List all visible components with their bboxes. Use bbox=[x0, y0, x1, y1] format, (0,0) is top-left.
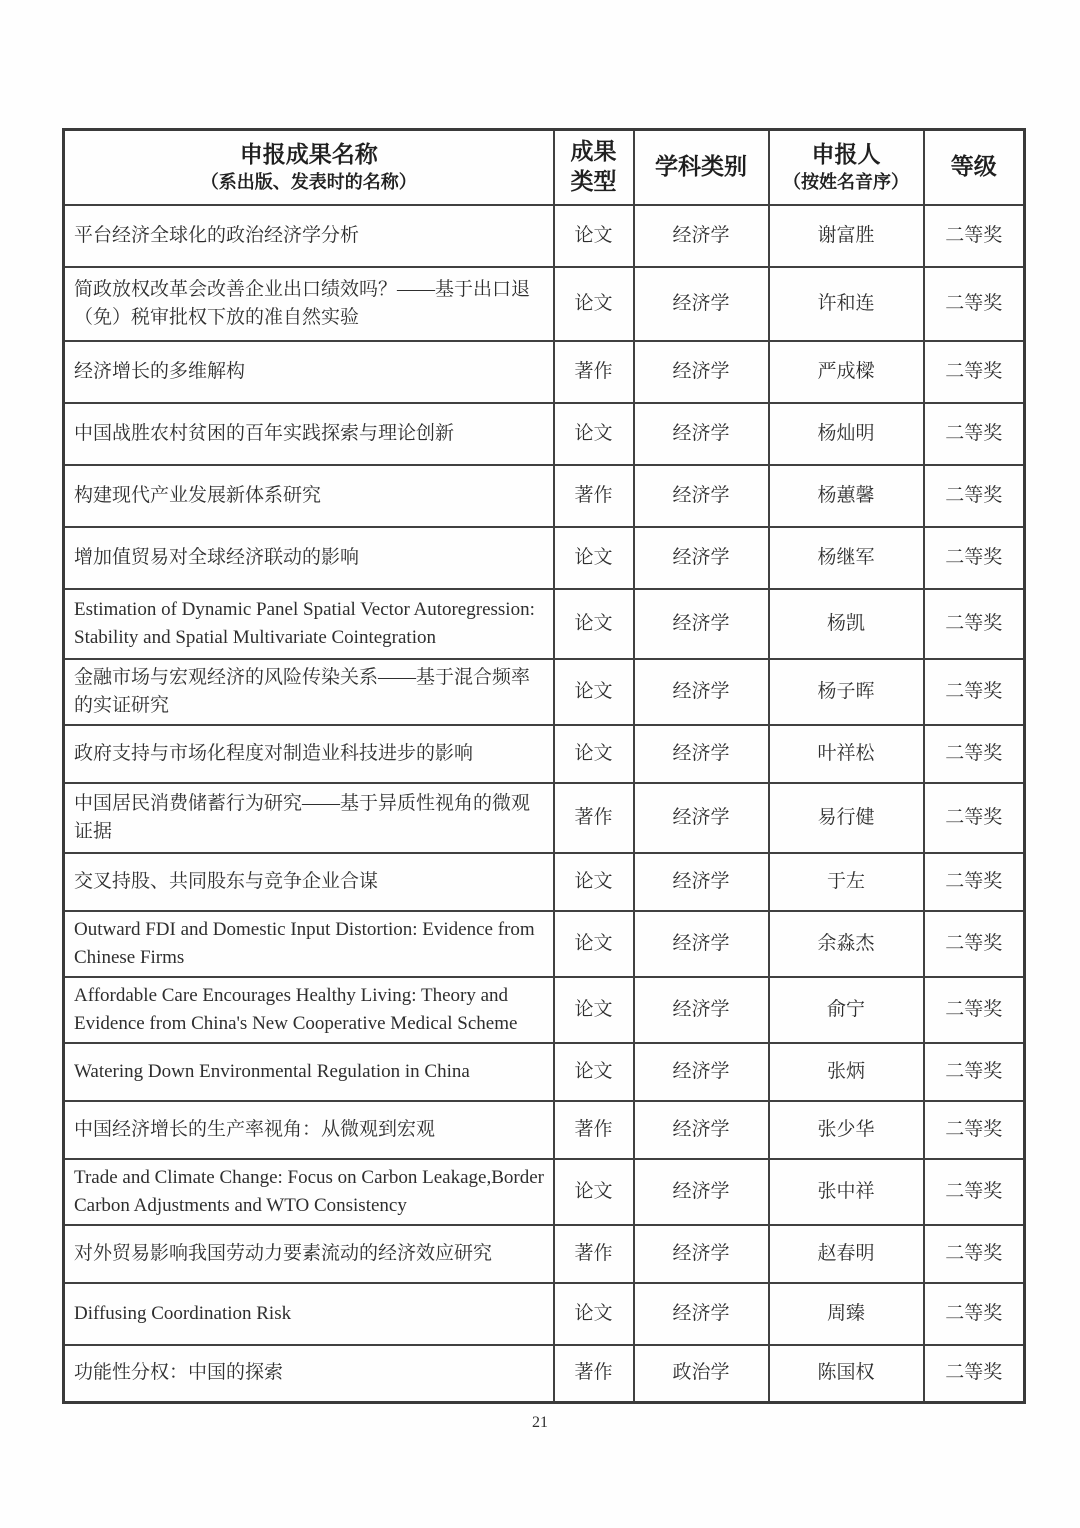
col-header-grade: 等级 bbox=[924, 130, 1025, 205]
category-cell: 经济学 bbox=[634, 1225, 769, 1283]
title-cell: 简政放权改革会改善企业出口绩效吗？——基于出口退（免）税审批权下放的准自然实验 bbox=[64, 267, 554, 341]
col-header-title-main: 申报成果名称 bbox=[239, 142, 378, 168]
col-header-type-label: 成果类型 bbox=[570, 139, 617, 195]
type-cell: 论文 bbox=[554, 853, 634, 911]
grade-cell: 二等奖 bbox=[924, 1159, 1025, 1225]
table-row bbox=[64, 205, 1025, 267]
grade-cell: 二等奖 bbox=[924, 977, 1025, 1043]
type-cell: 著作 bbox=[554, 465, 634, 527]
title-cell: Diffusing Coordination Risk bbox=[64, 1283, 554, 1345]
type-cell: 论文 bbox=[554, 911, 634, 977]
type-cell: 论文 bbox=[554, 659, 634, 725]
type-cell: 论文 bbox=[554, 589, 634, 659]
type-cell: 论文 bbox=[554, 1159, 634, 1225]
title-cell: Trade and Climate Change: Focus on Carbon Leakage,Border Carbon Adjustments and WTO Consistency bbox=[64, 1159, 554, 1225]
applicant-cell: 余淼杰 bbox=[769, 911, 924, 977]
category-cell: 经济学 bbox=[634, 267, 769, 341]
table-row bbox=[64, 267, 1025, 341]
applicant-cell: 周臻 bbox=[769, 1283, 924, 1345]
grade-cell: 二等奖 bbox=[924, 911, 1025, 977]
table-row bbox=[64, 527, 1025, 589]
type-cell: 论文 bbox=[554, 205, 634, 267]
table-row bbox=[64, 341, 1025, 403]
category-cell: 经济学 bbox=[634, 589, 769, 659]
type-cell: 论文 bbox=[554, 977, 634, 1043]
type-cell: 论文 bbox=[554, 725, 634, 783]
grade-cell: 二等奖 bbox=[924, 403, 1025, 465]
category-cell: 经济学 bbox=[634, 659, 769, 725]
category-cell: 经济学 bbox=[634, 1283, 769, 1345]
grade-cell: 二等奖 bbox=[924, 853, 1025, 911]
title-cell: 政府支持与市场化程度对制造业科技进步的影响 bbox=[64, 725, 554, 783]
title-cell: Watering Down Environmental Regulation in China bbox=[64, 1043, 554, 1101]
applicant-cell: 杨蕙馨 bbox=[769, 465, 924, 527]
title-cell: 经济增长的多维解构 bbox=[64, 341, 554, 403]
category-cell: 经济学 bbox=[634, 977, 769, 1043]
col-header-applicant-main: 申报人 bbox=[811, 142, 881, 168]
title-cell: 交叉持股、共同股东与竞争企业合谋 bbox=[64, 853, 554, 911]
grade-cell: 二等奖 bbox=[924, 725, 1025, 783]
table-row bbox=[64, 403, 1025, 465]
category-cell: 经济学 bbox=[634, 1101, 769, 1159]
table-row bbox=[64, 1101, 1025, 1159]
applicant-cell: 赵春明 bbox=[769, 1225, 924, 1283]
page-number: 21 bbox=[532, 1414, 548, 1431]
applicant-cell: 谢富胜 bbox=[769, 205, 924, 267]
type-cell: 著作 bbox=[554, 341, 634, 403]
col-header-applicant bbox=[769, 130, 924, 205]
grade-cell: 二等奖 bbox=[924, 341, 1025, 403]
grade-cell: 二等奖 bbox=[924, 783, 1025, 853]
category-cell: 经济学 bbox=[634, 205, 769, 267]
grade-cell: 二等奖 bbox=[924, 1345, 1025, 1403]
category-cell: 政治学 bbox=[634, 1345, 769, 1403]
table-row bbox=[64, 1159, 1025, 1225]
applicant-cell: 易行健 bbox=[769, 783, 924, 853]
grade-cell: 二等奖 bbox=[924, 267, 1025, 341]
title-cell: Outward FDI and Domestic Input Distortion: Evidence from Chinese Firms bbox=[64, 911, 554, 977]
category-cell: 经济学 bbox=[634, 527, 769, 589]
grade-cell: 二等奖 bbox=[924, 205, 1025, 267]
type-cell: 著作 bbox=[554, 1101, 634, 1159]
grade-cell: 二等奖 bbox=[924, 589, 1025, 659]
title-cell: 金融市场与宏观经济的风险传染关系——基于混合频率的实证研究 bbox=[64, 659, 554, 725]
applicant-cell: 杨凯 bbox=[769, 589, 924, 659]
applicant-cell: 杨子晖 bbox=[769, 659, 924, 725]
applicant-cell: 陈国权 bbox=[769, 1345, 924, 1403]
type-cell: 论文 bbox=[554, 1283, 634, 1345]
table-row bbox=[64, 1225, 1025, 1283]
applicant-cell: 张少华 bbox=[769, 1101, 924, 1159]
table-row bbox=[64, 725, 1025, 783]
grade-cell: 二等奖 bbox=[924, 465, 1025, 527]
title-cell: 增加值贸易对全球经济联动的影响 bbox=[64, 527, 554, 589]
col-header-type bbox=[554, 130, 634, 205]
table-row bbox=[64, 911, 1025, 977]
title-cell: 中国战胜农村贫困的百年实践探索与理论创新 bbox=[64, 403, 554, 465]
col-header-title bbox=[64, 130, 554, 205]
category-cell: 经济学 bbox=[634, 853, 769, 911]
title-cell: 功能性分权：中国的探索 bbox=[64, 1345, 554, 1403]
grade-cell: 二等奖 bbox=[924, 527, 1025, 589]
table-row bbox=[64, 589, 1025, 659]
type-cell: 论文 bbox=[554, 1043, 634, 1101]
type-cell: 论文 bbox=[554, 403, 634, 465]
applicant-cell: 叶祥松 bbox=[769, 725, 924, 783]
title-cell: 中国居民消费储蓄行为研究——基于异质性视角的微观证据 bbox=[64, 783, 554, 853]
type-cell: 著作 bbox=[554, 1225, 634, 1283]
table-row bbox=[64, 1283, 1025, 1345]
type-cell: 著作 bbox=[554, 783, 634, 853]
grade-cell: 二等奖 bbox=[924, 659, 1025, 725]
title-cell: Estimation of Dynamic Panel Spatial Vector Autoregression: Stability and Spatial Multivariate Cointegration bbox=[64, 589, 554, 659]
awards-table bbox=[62, 128, 1026, 1404]
category-cell: 经济学 bbox=[634, 783, 769, 853]
category-cell: 经济学 bbox=[634, 725, 769, 783]
col-header-category: 学科类别 bbox=[634, 130, 769, 205]
table-row bbox=[64, 1345, 1025, 1403]
category-cell: 经济学 bbox=[634, 1043, 769, 1101]
category-cell: 经济学 bbox=[634, 341, 769, 403]
grade-cell: 二等奖 bbox=[924, 1043, 1025, 1101]
col-header-title-sub: （系出版、发表时的名称） bbox=[200, 172, 417, 193]
grade-cell: 二等奖 bbox=[924, 1283, 1025, 1345]
title-cell: 平台经济全球化的政治经济学分析 bbox=[64, 205, 554, 267]
category-cell: 经济学 bbox=[634, 1159, 769, 1225]
table-row bbox=[64, 659, 1025, 725]
applicant-cell: 俞宁 bbox=[769, 977, 924, 1043]
title-cell: 构建现代产业发展新体系研究 bbox=[64, 465, 554, 527]
title-cell: 中国经济增长的生产率视角：从微观到宏观 bbox=[64, 1101, 554, 1159]
category-cell: 经济学 bbox=[634, 465, 769, 527]
table-row bbox=[64, 977, 1025, 1043]
title-cell: Affordable Care Encourages Healthy Living: Theory and Evidence from China's New Cooperative Medical Scheme bbox=[64, 977, 554, 1043]
applicant-cell: 严成樑 bbox=[769, 341, 924, 403]
applicant-cell: 张炳 bbox=[769, 1043, 924, 1101]
applicant-cell: 张中祥 bbox=[769, 1159, 924, 1225]
table-row bbox=[64, 783, 1025, 853]
applicant-cell: 杨灿明 bbox=[769, 403, 924, 465]
grade-cell: 二等奖 bbox=[924, 1225, 1025, 1283]
table-row bbox=[64, 853, 1025, 911]
col-header-applicant-sub: （按姓名音序） bbox=[783, 172, 909, 193]
table-row bbox=[64, 465, 1025, 527]
header-row bbox=[64, 130, 1025, 205]
grade-cell: 二等奖 bbox=[924, 1101, 1025, 1159]
category-cell: 经济学 bbox=[634, 911, 769, 977]
type-cell: 论文 bbox=[554, 267, 634, 341]
applicant-cell: 杨继军 bbox=[769, 527, 924, 589]
type-cell: 论文 bbox=[554, 527, 634, 589]
type-cell: 著作 bbox=[554, 1345, 634, 1403]
table-row bbox=[64, 1043, 1025, 1101]
title-cell: 对外贸易影响我国劳动力要素流动的经济效应研究 bbox=[64, 1225, 554, 1283]
applicant-cell: 于左 bbox=[769, 853, 924, 911]
applicant-cell: 许和连 bbox=[769, 267, 924, 341]
category-cell: 经济学 bbox=[634, 403, 769, 465]
